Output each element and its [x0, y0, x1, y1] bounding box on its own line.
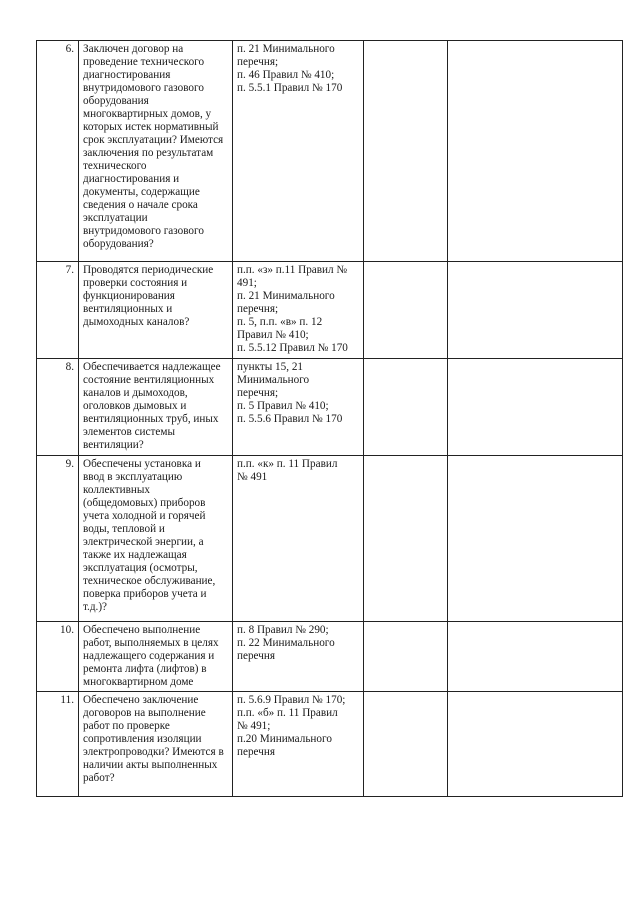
answer-cell — [364, 359, 448, 456]
reference-line: п.п. «б» п. 11 Правил — [237, 707, 338, 719]
reference-cell — [233, 692, 364, 797]
row-number: 7. — [37, 262, 79, 359]
checklist-table — [36, 40, 623, 797]
reference-cell — [233, 456, 364, 622]
question-line: срок эксплуатации? Имеются — [83, 134, 224, 146]
question-line: внутридомового газового — [83, 82, 204, 94]
answer-cell — [364, 262, 448, 359]
question-line: внутридомового газового — [83, 225, 204, 237]
question-line: проведение технического — [83, 56, 205, 68]
question-line: электропроводки? Имеются в — [83, 746, 224, 758]
question-line: надлежащего содержания и — [83, 650, 215, 662]
question-line: электрической энергии, а — [83, 536, 204, 548]
question-line: Обеспечено выполнение — [83, 624, 201, 636]
reference-line: пункты 15, 21 — [237, 361, 304, 373]
question-line: многоквартирном доме — [83, 676, 194, 688]
reference-line: Минимального — [237, 374, 310, 386]
answer-cell — [364, 41, 448, 262]
answer-cell — [364, 692, 448, 797]
question-line: Обеспечено заключение — [83, 694, 199, 706]
question-line: эксплуатация (осмотры, — [83, 562, 198, 574]
note-cell — [448, 262, 623, 359]
question-line: документы, содержащие — [83, 186, 200, 198]
question-line: воды, тепловой и — [83, 523, 165, 535]
question-line: поверка приборов учета и — [83, 588, 207, 600]
question-line: учета холодной и горячей — [83, 510, 206, 522]
question-line: т.д.)? — [83, 601, 108, 613]
question-line: Обеспечивается надлежащее — [83, 361, 221, 373]
question-cell — [79, 359, 233, 456]
reference-line: Правил № 410; — [237, 329, 309, 341]
answer-cell — [364, 456, 448, 622]
table-row — [37, 456, 623, 622]
reference-line: п. 22 Минимального — [237, 637, 335, 649]
reference-line: п. 5 Правил № 410; — [237, 400, 329, 412]
reference-line: п.20 Минимального — [237, 733, 332, 745]
reference-line: перечня; — [237, 303, 279, 315]
reference-line: п. 5.5.1 Правил № 170 — [237, 82, 343, 94]
question-line: (общедомовых) приборов — [83, 497, 206, 509]
question-line: наличии акты выполненных — [83, 759, 218, 771]
reference-line: № 491; — [237, 720, 271, 732]
question-line: оголовков дымовых и — [83, 400, 187, 412]
note-cell — [448, 359, 623, 456]
question-line: Заключен договор на — [83, 43, 184, 55]
reference-line: п. 46 Правил № 410; — [237, 69, 335, 81]
question-line: также их надлежащая — [83, 549, 187, 561]
reference-line: п. 21 Минимального — [237, 43, 335, 55]
reference-line: п. 5, п.п. «в» п. 12 — [237, 316, 323, 328]
question-line: которых истек нормативный — [83, 121, 219, 133]
reference-cell — [233, 262, 364, 359]
question-line: диагностирования — [83, 69, 171, 81]
question-line: эксплуатации — [83, 212, 148, 224]
reference-cell — [233, 41, 364, 262]
question-cell — [79, 41, 233, 262]
reference-line: п.п. «з» п.11 Правил № — [237, 264, 348, 276]
reference-line: перечня; — [237, 387, 279, 399]
row-number: 9. — [37, 456, 79, 622]
table-row — [37, 622, 623, 692]
reference-cell — [233, 359, 364, 456]
reference-line: п. 5.5.12 Правил № 170 — [237, 342, 348, 354]
question-line: техническое обслуживание, — [83, 575, 216, 587]
question-line: вентиляционных труб, иных — [83, 413, 219, 425]
reference-line: № 491 — [237, 471, 268, 483]
question-line: оборудования — [83, 95, 149, 107]
reference-line: перечня; — [237, 56, 279, 68]
question-line: сведения о начале срока — [83, 199, 198, 211]
reference-line: перечня — [237, 746, 275, 758]
row-number: 8. — [37, 359, 79, 456]
reference-line: п. 21 Минимального — [237, 290, 335, 302]
question-line: состояние вентиляционных — [83, 374, 215, 386]
reference-line: п. 8 Правил № 290; — [237, 624, 329, 636]
reference-line: перечня — [237, 650, 275, 662]
question-line: заключения по результатам — [83, 147, 214, 159]
table-row — [37, 359, 623, 456]
table-row — [37, 692, 623, 797]
question-cell — [79, 262, 233, 359]
question-line: дымоходных каналов? — [83, 316, 190, 328]
table-row — [37, 41, 623, 262]
question-line: Проводятся периодические — [83, 264, 214, 276]
question-line: Обеспечены установка и — [83, 458, 201, 470]
note-cell — [448, 692, 623, 797]
question-line: работ по проверке — [83, 720, 170, 732]
question-line: работ? — [83, 772, 115, 784]
question-line: элементов системы — [83, 426, 175, 438]
reference-line: п.п. «к» п. 11 Правил — [237, 458, 338, 470]
question-line: многоквартирных домов, у — [83, 108, 212, 120]
question-cell — [79, 456, 233, 622]
question-line: проверки состояния и — [83, 277, 188, 289]
question-line: диагностирования и — [83, 173, 180, 185]
reference-line: 491; — [237, 277, 257, 289]
row-number: 11. — [37, 692, 79, 797]
reference-cell — [233, 622, 364, 692]
answer-cell — [364, 622, 448, 692]
question-line: каналов и дымоходов, — [83, 387, 188, 399]
reference-line: п. 5.5.6 Правил № 170 — [237, 413, 343, 425]
question-line: коллективных — [83, 484, 150, 496]
note-cell — [448, 622, 623, 692]
question-line: технического — [83, 160, 147, 172]
reference-line: п. 5.6.9 Правил № 170; — [237, 694, 346, 706]
question-line: вентиляционных и — [83, 303, 173, 315]
question-line: работ, выполняемых в целях — [83, 637, 219, 649]
question-line: оборудования? — [83, 238, 154, 250]
note-cell — [448, 456, 623, 622]
question-line: договоров на выполнение — [83, 707, 206, 719]
checklist-rows — [37, 41, 623, 797]
question-line: вентиляции? — [83, 439, 144, 451]
table-row — [37, 262, 623, 359]
question-cell — [79, 622, 233, 692]
question-line: ввод в эксплуатацию — [83, 471, 183, 483]
row-number: 6. — [37, 41, 79, 262]
note-cell — [448, 41, 623, 262]
row-number: 10. — [37, 622, 79, 692]
question-line: ремонта лифта (лифтов) в — [83, 663, 207, 675]
question-cell — [79, 692, 233, 797]
question-line: функционирования — [83, 290, 175, 302]
question-line: сопротивления изоляции — [83, 733, 202, 745]
